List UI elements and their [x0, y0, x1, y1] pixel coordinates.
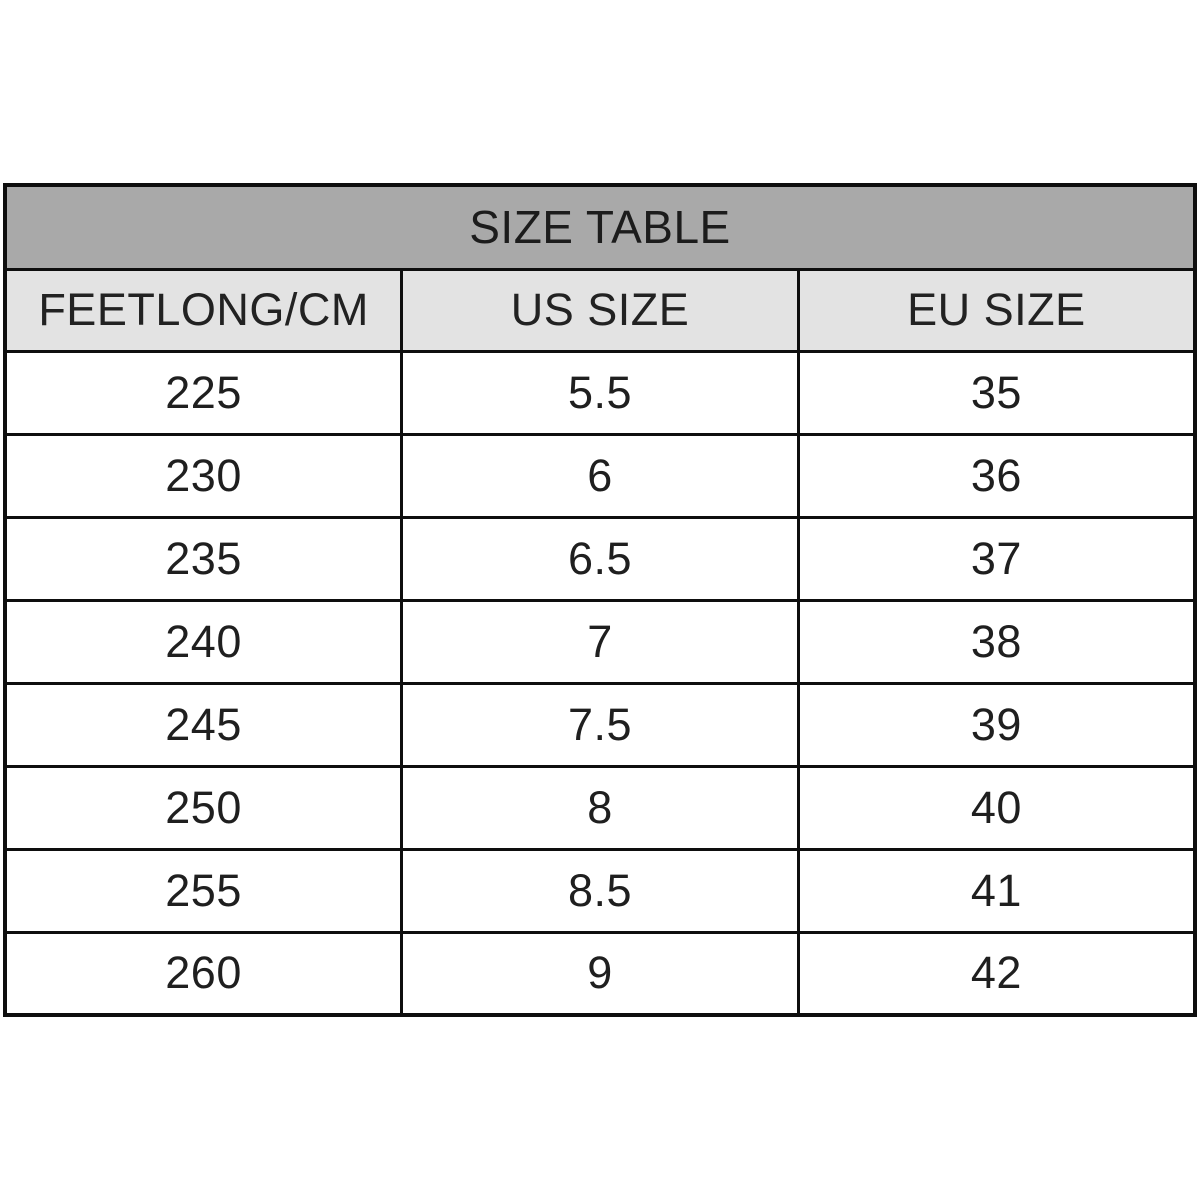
cell-eu-size: 37 — [798, 517, 1195, 600]
table-row — [5, 600, 1195, 683]
size-table-title-row — [5, 185, 1195, 269]
cell-eu-size: 38 — [798, 600, 1195, 683]
cell-eu-size: 41 — [798, 849, 1195, 932]
table-row — [5, 351, 1195, 434]
cell-feetlong: 225 — [5, 351, 402, 434]
cell-eu-size: 39 — [798, 683, 1195, 766]
cell-feetlong: 250 — [5, 766, 402, 849]
cell-us-size: 8.5 — [402, 849, 799, 932]
cell-feetlong: 245 — [5, 683, 402, 766]
cell-feetlong: 235 — [5, 517, 402, 600]
cell-eu-size: 35 — [798, 351, 1195, 434]
cell-us-size: 7.5 — [402, 683, 799, 766]
cell-feetlong: 240 — [5, 600, 402, 683]
column-header-feetlong: FEETLONG/CM — [5, 269, 402, 351]
size-table-header-row — [5, 269, 1195, 351]
table-row — [5, 766, 1195, 849]
cell-us-size: 9 — [402, 932, 799, 1015]
cell-us-size: 6 — [402, 434, 799, 517]
cell-feetlong: 260 — [5, 932, 402, 1015]
table-row — [5, 517, 1195, 600]
cell-eu-size: 40 — [798, 766, 1195, 849]
table-row — [5, 932, 1195, 1015]
cell-us-size: 8 — [402, 766, 799, 849]
cell-us-size: 6.5 — [402, 517, 799, 600]
cell-eu-size: 42 — [798, 932, 1195, 1015]
cell-us-size: 5.5 — [402, 351, 799, 434]
cell-feetlong: 255 — [5, 849, 402, 932]
column-header-eu-size: EU SIZE — [798, 269, 1195, 351]
size-table — [3, 183, 1197, 1017]
cell-us-size: 7 — [402, 600, 799, 683]
table-row — [5, 683, 1195, 766]
table-row — [5, 849, 1195, 932]
cell-feetlong: 230 — [5, 434, 402, 517]
table-row — [5, 434, 1195, 517]
column-header-us-size: US SIZE — [402, 269, 799, 351]
cell-eu-size: 36 — [798, 434, 1195, 517]
size-table-title: SIZE TABLE — [5, 185, 1195, 269]
